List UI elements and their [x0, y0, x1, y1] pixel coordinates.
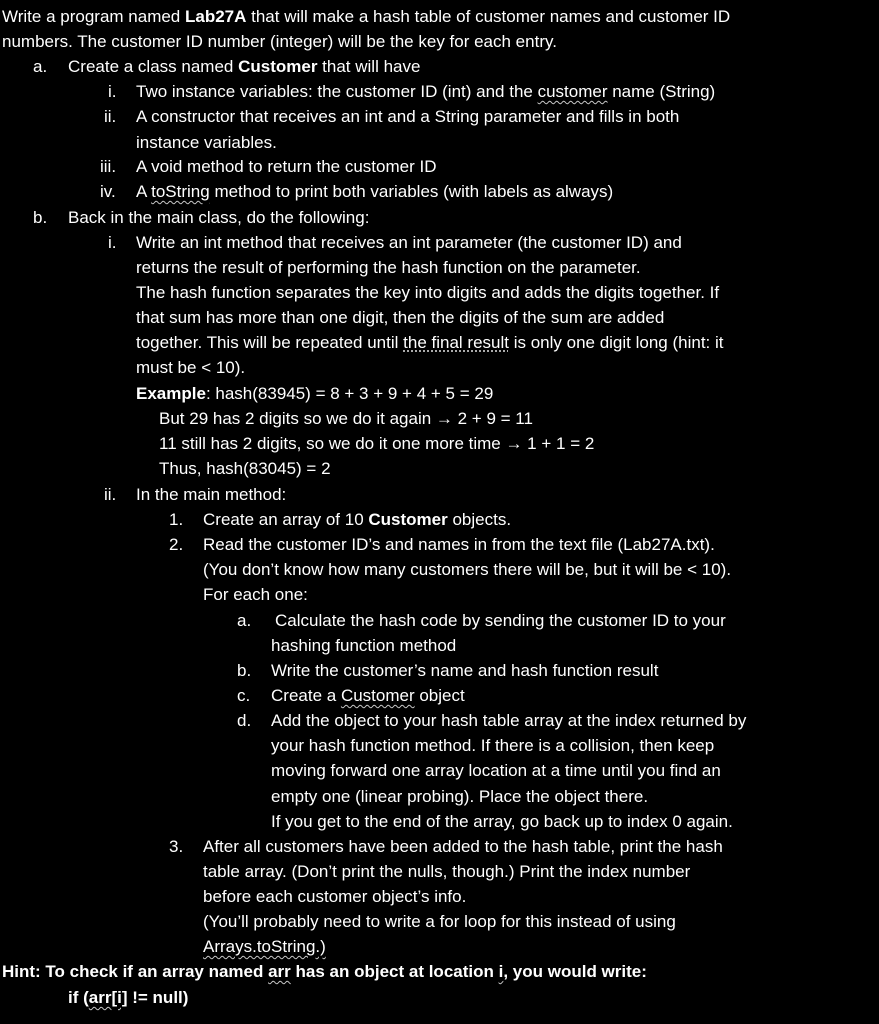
item-b-label: b. — [33, 208, 48, 227]
step-2a-line-1: Calculate the hash code by sending the customer ID to your — [275, 611, 726, 630]
item-b-i-line-6: must be < 10). — [136, 358, 246, 377]
item-b-i-line-1: Write an int method that receives an int parameter (the customer ID) and — [136, 233, 682, 252]
step-2a-line-2: hashing function method — [271, 636, 457, 655]
step-1-text: Create an array of 10 Customer objects. — [203, 510, 512, 529]
item-b-i-line-4: that sum has more than one digit, then the digits of the sum are added — [136, 308, 665, 327]
step-2-label: 2. — [169, 535, 184, 554]
step-2d-line-1: Add the object to your hash table array at the index returned by — [271, 711, 747, 730]
item-a-iii-text: A void method to return the customer ID — [136, 157, 437, 176]
step-3-line-2: table array. (Don’t print the nulls, though.) Print the index number — [203, 862, 691, 881]
item-a-ii-line-2: instance variables. — [136, 133, 277, 152]
step-2-line-3: For each one: — [203, 585, 308, 604]
item-b-i-line-3: The hash function separates the key into digits and adds the digits together. If — [136, 283, 720, 302]
example-line-1: Example: hash(83945) = 8 + 3 + 9 + 4 + 5 = 29 — [136, 384, 494, 403]
hint-line: Hint: To check if an array named arr has an object at location i, you would write: — [2, 962, 647, 981]
intro-line-1: Write a program named Lab27A that will make a hash table of customer names and customer ID — [2, 7, 731, 26]
item-a-iv-text: A toString method to print both variables (with labels as always) — [136, 182, 614, 201]
step-2d-line-2: your hash function method. If there is a collision, then keep — [271, 736, 715, 755]
step-2c-text: Create a Customer object — [271, 686, 465, 705]
step-2d-line-3: moving forward one array location at a time until you find an — [271, 761, 721, 780]
item-b-i-label: i. — [108, 233, 117, 252]
item-a-ii-line-1: A constructor that receives an int and a String parameter and fills in both — [136, 107, 680, 126]
item-a-label: a. — [33, 57, 48, 76]
step-2b-line-1: Write the customer’s name and hash function result — [271, 661, 659, 680]
example-line-3: 11 still has 2 digits, so we do it one more time → 1 + 1 = 2 — [159, 434, 595, 453]
step-2-line-1: Read the customer ID’s and names in from the text file (Lab27A.txt). — [203, 535, 715, 554]
step-2d-label: d. — [237, 711, 252, 730]
item-a-text: Create a class named Customer that will have — [68, 57, 421, 76]
example-line-2: But 29 has 2 digits so we do it again → 2 + 9 = 11 — [159, 409, 533, 428]
step-3-line-4: (You’ll probably need to write a for loop for this instead of using — [203, 912, 676, 931]
intro-line-2: numbers. The customer ID number (integer) will be the key for each entry. — [2, 32, 557, 51]
item-b-i-line-5: together. This will be repeated until the final result is only one digit long (hint: it — [136, 333, 724, 352]
step-3-line-3: before each customer object’s info. — [203, 887, 467, 906]
example-line-4: Thus, hash(83045) = 2 — [159, 459, 331, 478]
step-2-line-2: (You don’t know how many customers there will be, but it will be < 10). — [203, 560, 732, 579]
step-2b-label: b. — [237, 661, 252, 680]
item-b-text: Back in the main class, do the following: — [68, 208, 370, 227]
step-3-line-5: Arrays.toString.) — [203, 937, 326, 956]
hint-code: if (arr[i] != null) — [68, 988, 189, 1007]
step-3-line-1: After all customers have been added to the hash table, print the hash — [203, 837, 723, 856]
item-b-i-line-2: returns the result of performing the hash function on the parameter. — [136, 258, 641, 277]
step-2d-line-5: If you get to the end of the array, go back up to index 0 again. — [271, 812, 733, 831]
item-b-ii-text: In the main method: — [136, 485, 287, 504]
step-2d-line-4: empty one (linear probing). Place the object there. — [271, 787, 649, 806]
step-2c-label: c. — [237, 686, 251, 705]
item-a-iv-label: iv. — [100, 182, 116, 201]
step-2a-label: a. — [237, 611, 252, 630]
item-a-i-label: i. — [108, 82, 117, 101]
item-a-ii-label: ii. — [104, 107, 117, 126]
step-1-label: 1. — [169, 510, 184, 529]
item-b-ii-label: ii. — [104, 485, 117, 504]
item-a-i-text: Two instance variables: the customer ID (int) and the customer name (String) — [136, 82, 716, 101]
item-a-iii-label: iii. — [100, 157, 117, 176]
step-3-label: 3. — [169, 837, 184, 856]
